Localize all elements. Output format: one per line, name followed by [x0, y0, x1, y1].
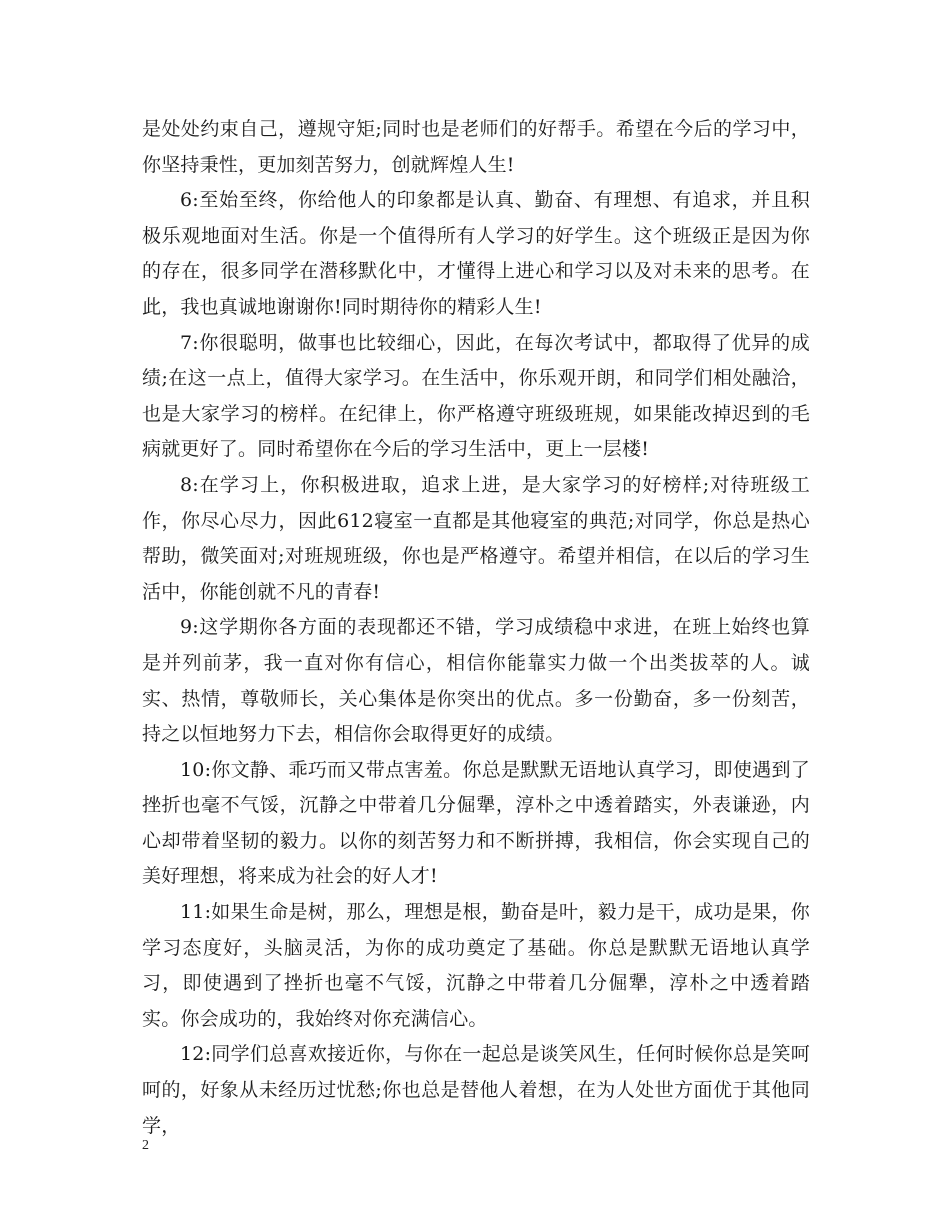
- document-page: [142, 112, 810, 1144]
- paragraph-comment-8: 8:在学习上，你积极进取，追求上进，是大家学习的好榜样;对待班级工作，你尽心尽力，因此612寝室一直都是其他寝室的典范;对同学，你总是热心帮助，微笑面对;对班规班级，你也是严格遵守。希望并相信，在以后的学习生活中，你能创就不凡的青春!: [142, 473, 810, 603]
- paragraph-comment-11: 11:如果生命是树，那么，理想是根，勤奋是叶，毅力是干，成功是果，你学习态度好，头脑灵活，为你的成功奠定了基础。你总是默默无语地认真学习，即使遇到了挫折也毫不气馁，沉静之中带着几分倔犟，淳朴之中透着踏实。你会成功的，我始终对你充满信心。: [142, 901, 810, 1030]
- paragraph-comment-7: 7:你很聪明，做事也比较细心，因此，在每次考试中，都取得了优异的成绩;在这一点上，值得大家学习。在生活中，你乐观开朗，和同学们相处融洽，也是大家学习的榜样。在纪律上，你严格遵守班级班规，如果能改掉迟到的毛病就更好了。同时希望你在今后的学习生活中，更上一层楼!: [142, 331, 810, 461]
- paragraph-continued: 是处处约束自己，遵规守矩;同时也是老师们的好帮手。希望在今后的学习中，你坚持秉性，更加刻苦努力，创就辉煌人生!: [142, 118, 810, 176]
- paragraph-comment-6: 6:至始至终，你给他人的印象都是认真、勤奋、有理想、有追求，并且积极乐观地面对生活。你是一个值得所有人学习的好学生。这个班级正是因为你的存在，很多同学在潜移默化中，才懂得上进心和学习以及对未来的思考。在此，我也真诚地谢谢你!同时期待你的精彩人生!: [142, 189, 810, 318]
- paragraph-comment-10: 10:你文静、乖巧而又带点害羞。你总是默默无语地认真学习，即使遇到了挫折也毫不气馁，沉静之中带着几分倔犟，淳朴之中透着踏实，外表谦逊，内心却带着坚韧的毅力。以你的刻苦努力和不断拼搏，我相信，你会实现自己的美好理想，将来成为社会的好人才!: [142, 758, 810, 888]
- page-number: 2: [142, 1138, 149, 1153]
- paragraph-comment-9: 9:这学期你各方面的表现都还不错，学习成绩稳中求进，在班上始终也算是并列前茅，我一直对你有信心，相信你能靠实力做一个出类拔萃的人。诚实、热情，尊敬师长，关心集体是你突出的优点。多一份勤奋，多一份刻苦，持之以恒地努力下去，相信你会取得更好的成绩。: [142, 616, 810, 746]
- paragraph-comment-12: 12:同学们总喜欢接近你，与你在一起总是谈笑风生，任何时候你总是笑呵呵的，好象从未经历过忧愁;你也总是替他人着想，在为人处世方面优于其他同学，: [142, 1043, 810, 1137]
